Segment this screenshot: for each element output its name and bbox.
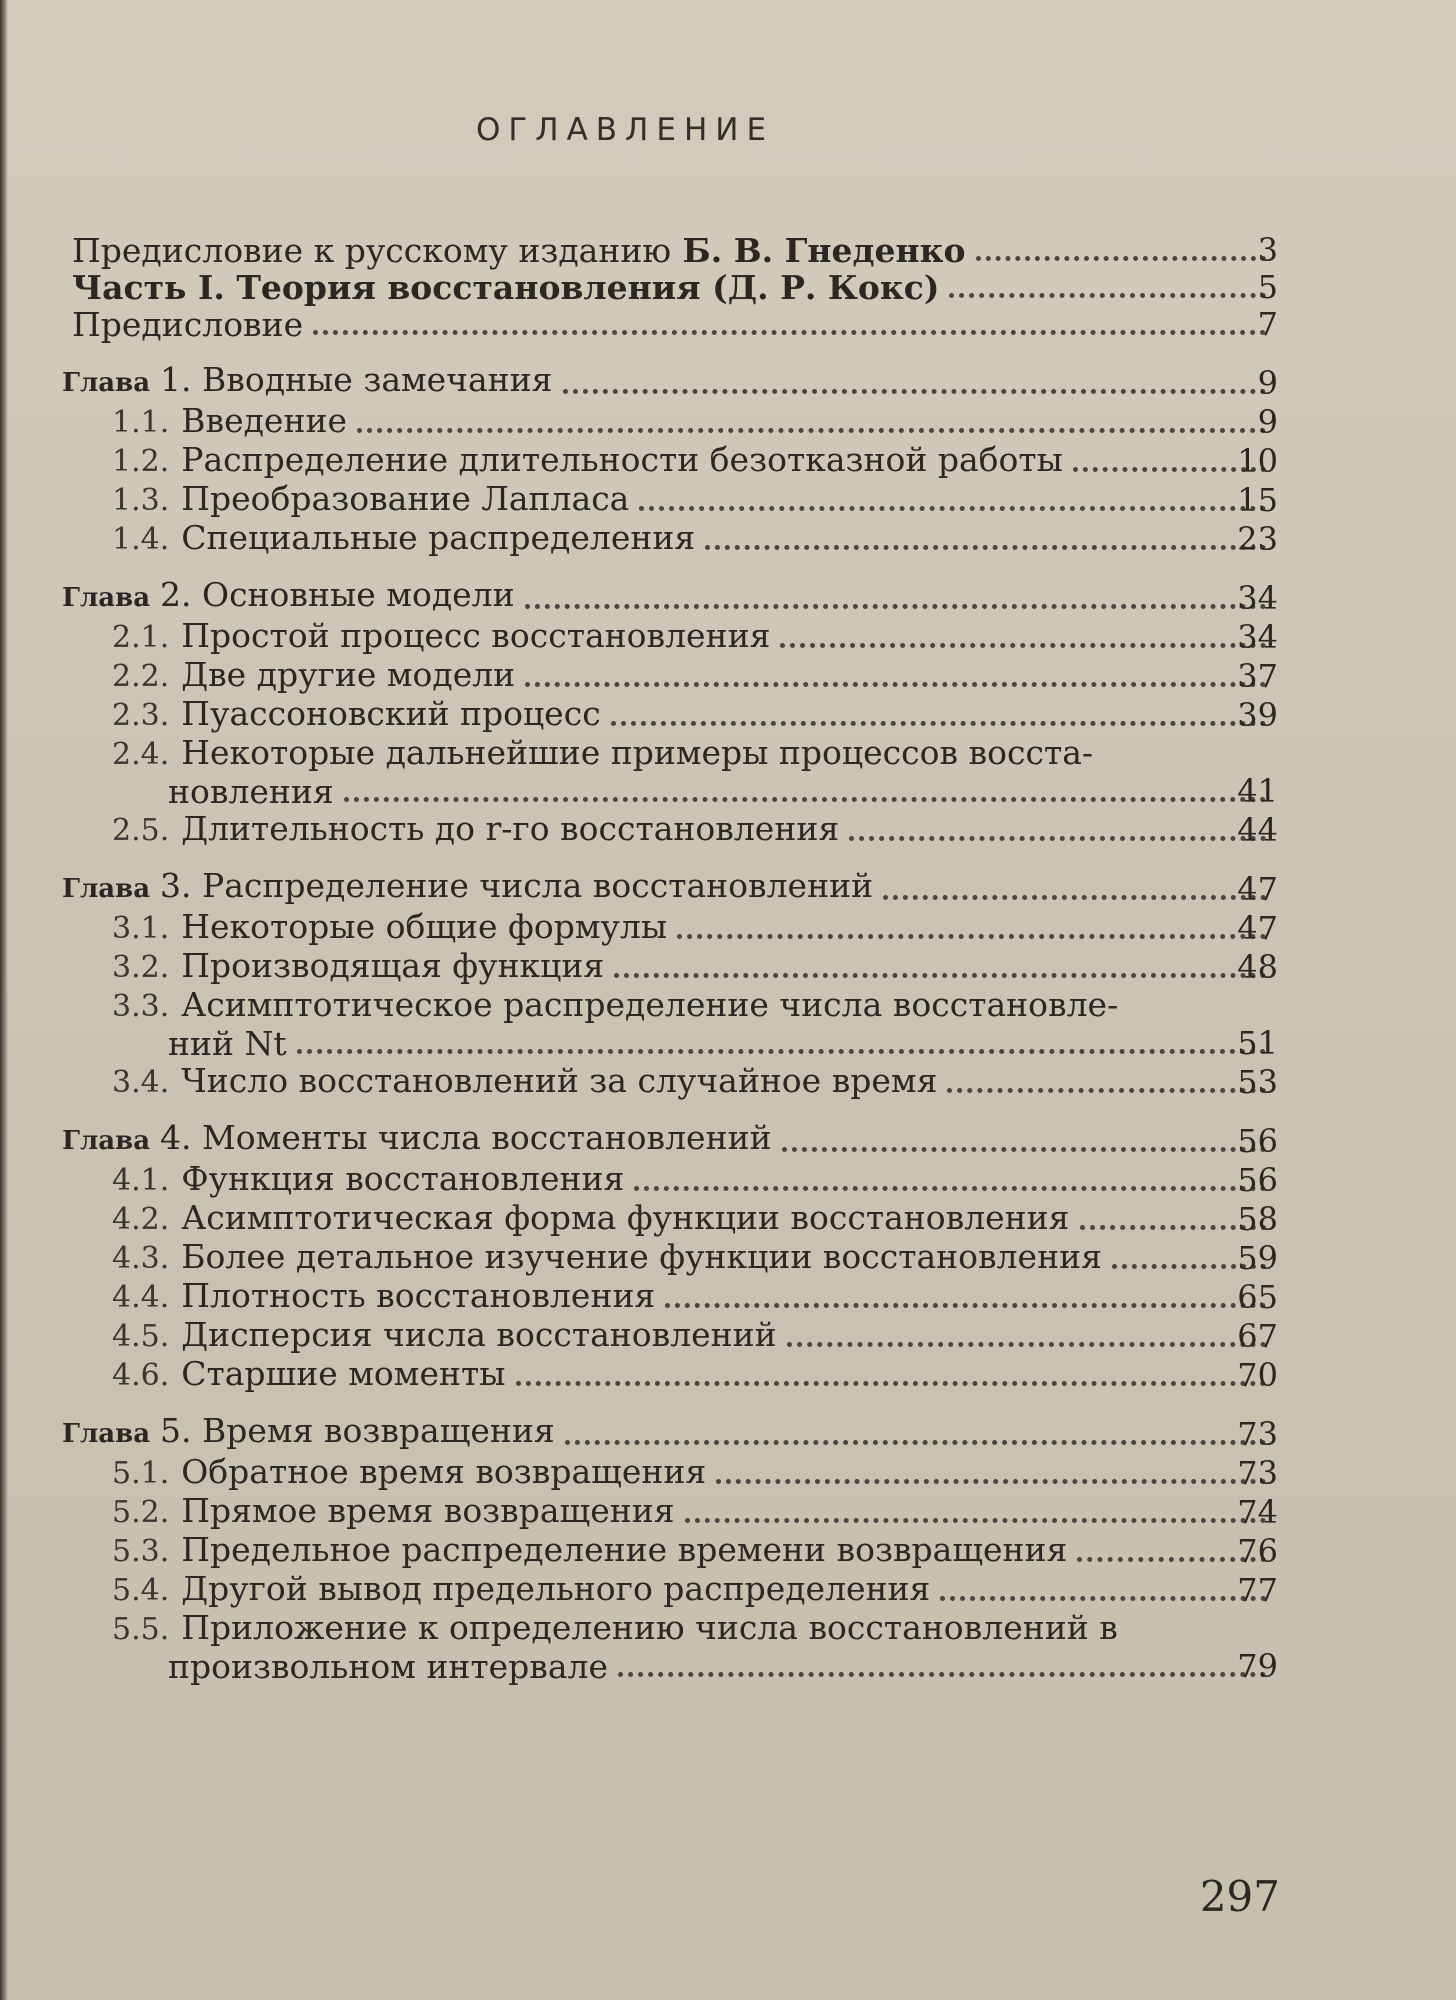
leader-dots (639, 506, 1266, 511)
leader-dots (563, 389, 1267, 394)
leader-dots (665, 1303, 1266, 1308)
section-title: Старшие моменты (181, 1354, 506, 1393)
leader-dots (849, 836, 1266, 841)
entry-label (112, 810, 839, 849)
page-number-ref: 9 (1257, 403, 1278, 441)
section-number: 1.2. (112, 444, 170, 479)
entry-label (112, 1316, 777, 1355)
page-number-ref: 9 (1257, 364, 1278, 402)
section-title-continued: ний Nt (168, 1024, 287, 1063)
section-title: Асимптотическое распределение числа восстановле- (181, 985, 1119, 1024)
entry-label (62, 1119, 772, 1160)
chapter-word: Глава (62, 368, 151, 398)
entry-label (112, 734, 1093, 773)
section-number: 3.3. (112, 989, 170, 1024)
section-title: Пуассоновский процесс (181, 694, 601, 733)
chapter-word: Глава (62, 583, 151, 613)
toc-section-4-3- (0, 1238, 1456, 1277)
page-number-ref: 77 (1237, 1571, 1278, 1609)
page-number-ref: 56 (1237, 1161, 1278, 1199)
toc-section-2-5- (0, 810, 1456, 849)
toc-section-5-4- (0, 1570, 1456, 1609)
page-title: ОГЛАВЛЕНИЕ (475, 112, 775, 148)
entry-label (72, 232, 966, 269)
entry-label (112, 1453, 706, 1492)
leader-dots (525, 604, 1266, 609)
entry-label (112, 617, 770, 656)
entry-label (112, 656, 515, 695)
entry-label (62, 1412, 555, 1453)
entry-title: Часть I. Теория восстановления (Д. Р. Кокс) (72, 268, 940, 307)
leader-dots (297, 1049, 1266, 1054)
entry-label (112, 480, 629, 519)
entry-title: Предисловие (72, 305, 304, 344)
entry-label (112, 1238, 1102, 1277)
leader-dots (716, 1479, 1266, 1484)
toc-entry-pref-ru (0, 232, 1456, 269)
page-number-ref: 65 (1237, 1278, 1278, 1316)
page-number-ref: 44 (1237, 811, 1278, 849)
toc-entry-part1 (0, 269, 1456, 306)
toc-chapter-4 (0, 1119, 1456, 1160)
leader-dots (780, 643, 1266, 648)
page-number-ref: 15 (1237, 481, 1278, 519)
page-number-ref: 5 (1257, 268, 1278, 306)
entry-label (112, 1199, 1070, 1238)
section-title: Число восстановлений за случайное время (181, 1061, 938, 1100)
entry-label (112, 519, 695, 558)
entry-label (112, 1570, 930, 1609)
toc-section-4-1- (0, 1160, 1456, 1199)
page-number-ref: 70 (1237, 1356, 1278, 1394)
leader-dots (313, 330, 1266, 335)
toc-chapter-3 (0, 867, 1456, 908)
entry-label (112, 1062, 937, 1101)
page-number-ref: 37 (1237, 657, 1278, 695)
section-number: 2.4. (112, 737, 170, 772)
page-number-ref: 10 (1237, 442, 1278, 480)
toc-section-4-5- (0, 1316, 1456, 1355)
page-number-ref: 58 (1237, 1200, 1278, 1238)
section-number: 4.5. (112, 1319, 170, 1354)
section-title: Дисперсия числа восстановлений (181, 1315, 777, 1354)
leader-dots (677, 934, 1266, 939)
chapter-word: Глава (62, 874, 151, 904)
chapter-title: 1. Вводные замечания (160, 360, 553, 399)
entry-label (168, 1025, 287, 1062)
section-title-continued: новления (168, 772, 334, 811)
toc-section-3-2- (0, 947, 1456, 986)
section-title: Простой процесс восстановления (181, 616, 771, 655)
toc-section-2-2- (0, 656, 1456, 695)
section-number: 1.3. (112, 483, 170, 518)
section-title: Распределение длительности безотказной работы (181, 440, 1063, 479)
chapter-title: 5. Время возвращения (160, 1411, 555, 1450)
entry-label (112, 947, 604, 986)
entry-label (62, 576, 515, 617)
section-title: Производящая функция (181, 946, 605, 985)
page-number-ref: 47 (1237, 870, 1278, 908)
section-number: 5.3. (112, 1534, 170, 1569)
entry-label (112, 908, 667, 947)
section-title: Две другие модели (181, 655, 516, 694)
section-number: 4.6. (112, 1358, 170, 1393)
section-number: 2.1. (112, 620, 170, 655)
section-title: Асимптотическая форма функции восстановления (181, 1198, 1070, 1237)
page-number-ref: 79 (1237, 1647, 1278, 1685)
page-number-ref: 7 (1257, 305, 1278, 343)
section-title: Введение (181, 401, 347, 440)
section-title: Более детальное изучение функции восстановления (181, 1237, 1102, 1276)
section-number: 5.4. (112, 1573, 170, 1608)
toc-section-1-3- (0, 480, 1456, 519)
page-number-ref: 47 (1237, 909, 1278, 947)
leader-dots (787, 1342, 1266, 1347)
section-title: Некоторые общие формулы (181, 907, 668, 946)
entry-label (112, 1355, 506, 1394)
entry-label (112, 1531, 1067, 1570)
toc-section-5-1- (0, 1453, 1456, 1492)
section-title: Специальные распределения (181, 518, 696, 557)
page-number-ref: 53 (1237, 1063, 1278, 1101)
section-title: Функция восстановления (181, 1159, 625, 1198)
entry-label (168, 1648, 608, 1685)
page-number-ref: 67 (1237, 1317, 1278, 1355)
leader-dots (525, 682, 1266, 687)
section-number: 1.1. (112, 405, 170, 440)
page-number-ref: 56 (1237, 1122, 1278, 1160)
toc-section-3-4- (0, 1062, 1456, 1101)
section-title-continued: произвольном интервале (168, 1647, 609, 1686)
toc-chapter-1 (0, 361, 1456, 402)
section-number: 4.1. (112, 1163, 170, 1198)
section-number: 2.5. (112, 813, 170, 848)
page-number-ref: 23 (1237, 520, 1278, 558)
entry-label (62, 361, 553, 402)
toc-section-2-1- (0, 617, 1456, 656)
section-number: 4.2. (112, 1202, 170, 1237)
section-title: Обратное время возвращения (181, 1452, 707, 1491)
section-title: Длительность до r-го восстановления (181, 809, 840, 848)
table-of-contents (0, 232, 1456, 1685)
toc-section-3-3-line2 (0, 1025, 1456, 1062)
entry-label (72, 269, 939, 306)
toc-section-1-4- (0, 519, 1456, 558)
page-number-ref: 39 (1237, 696, 1278, 734)
section-title: Плотность восстановления (181, 1276, 656, 1315)
entry-label (112, 695, 601, 734)
section-number: 5.2. (112, 1495, 170, 1530)
toc-section-2-4-line2 (0, 773, 1456, 810)
chapter-title: 3. Распределение числа восстановлений (160, 866, 874, 905)
section-number: 4.3. (112, 1241, 170, 1276)
leader-dots (685, 1518, 1266, 1523)
section-number: 3.1. (112, 911, 170, 946)
leader-dots (565, 1440, 1266, 1445)
toc-section-2-4-line1 (0, 734, 1456, 773)
leader-dots (705, 545, 1266, 550)
section-number: 2.2. (112, 659, 170, 694)
section-number: 4.4. (112, 1280, 170, 1315)
toc-section-4-4- (0, 1277, 1456, 1316)
page-number-ref: 41 (1237, 772, 1278, 810)
leader-dots (618, 1672, 1266, 1677)
entry-label (72, 306, 303, 343)
section-number: 3.2. (112, 950, 170, 985)
entry-label (112, 1277, 655, 1316)
entry-label (112, 441, 1063, 480)
entry-label (112, 1609, 1118, 1648)
toc-section-5-5-line1 (0, 1609, 1456, 1648)
toc-section-1-1- (0, 402, 1456, 441)
toc-section-4-2- (0, 1199, 1456, 1238)
leader-dots (614, 973, 1266, 978)
page-number-ref: 3 (1257, 231, 1278, 269)
toc-section-3-3-line1 (0, 986, 1456, 1025)
section-number: 1.4. (112, 522, 170, 557)
leader-dots (516, 1381, 1267, 1386)
entry-label (168, 773, 334, 810)
page-number-ref: 76 (1237, 1532, 1278, 1570)
chapter-word: Глава (62, 1419, 151, 1449)
toc-section-1-2- (0, 441, 1456, 480)
chapter-title: 4. Моменты числа восстановлений (160, 1118, 772, 1157)
section-number: 5.5. (112, 1612, 170, 1647)
toc-section-4-6- (0, 1355, 1456, 1394)
section-title: Прямое время возвращения (181, 1491, 675, 1530)
entry-title: Предисловие к русскому изданию (72, 231, 672, 270)
page-number-ref: 51 (1237, 1024, 1278, 1062)
section-title: Преобразование Лапласа (181, 479, 630, 518)
leader-dots (782, 1147, 1266, 1152)
entry-author: Б. В. Гнеденко (671, 231, 966, 270)
page-number-ref: 74 (1237, 1493, 1278, 1531)
chapter-word: Глава (62, 1126, 151, 1156)
section-title: Другой вывод предельного распределения (181, 1569, 931, 1608)
entry-label (112, 1492, 675, 1531)
toc-section-2-3- (0, 695, 1456, 734)
page-number-ref: 34 (1237, 618, 1278, 656)
entry-label (112, 1160, 624, 1199)
toc-section-3-1- (0, 908, 1456, 947)
chapter-title: 2. Основные модели (160, 575, 515, 614)
leader-dots (357, 428, 1266, 433)
leader-dots (611, 721, 1266, 726)
toc-entry-pref (0, 306, 1456, 343)
section-number: 2.3. (112, 698, 170, 733)
toc-chapter-2 (0, 576, 1456, 617)
section-title: Некоторые дальнейшие примеры процессов восста- (181, 733, 1094, 772)
section-number: 3.4. (112, 1065, 170, 1100)
page-number-ref: 73 (1237, 1415, 1278, 1453)
page-number: 297 (1199, 1872, 1280, 1921)
page-number-ref: 34 (1237, 579, 1278, 617)
toc-section-5-5-line2 (0, 1648, 1456, 1685)
entry-label (112, 986, 1118, 1025)
section-number: 5.1. (112, 1456, 170, 1491)
entry-label (62, 867, 873, 908)
section-title: Предельное распределение времени возвращения (181, 1530, 1068, 1569)
section-title: Приложение к определению числа восстановлений в (181, 1608, 1118, 1647)
entry-label (112, 402, 347, 441)
toc-chapter-5 (0, 1412, 1456, 1453)
page-number-ref: 73 (1237, 1454, 1278, 1492)
page-number-ref: 59 (1237, 1239, 1278, 1277)
page-number-ref: 48 (1237, 948, 1278, 986)
leader-dots (634, 1186, 1266, 1191)
toc-section-5-2- (0, 1492, 1456, 1531)
leader-dots (344, 797, 1266, 802)
toc-section-5-3- (0, 1531, 1456, 1570)
